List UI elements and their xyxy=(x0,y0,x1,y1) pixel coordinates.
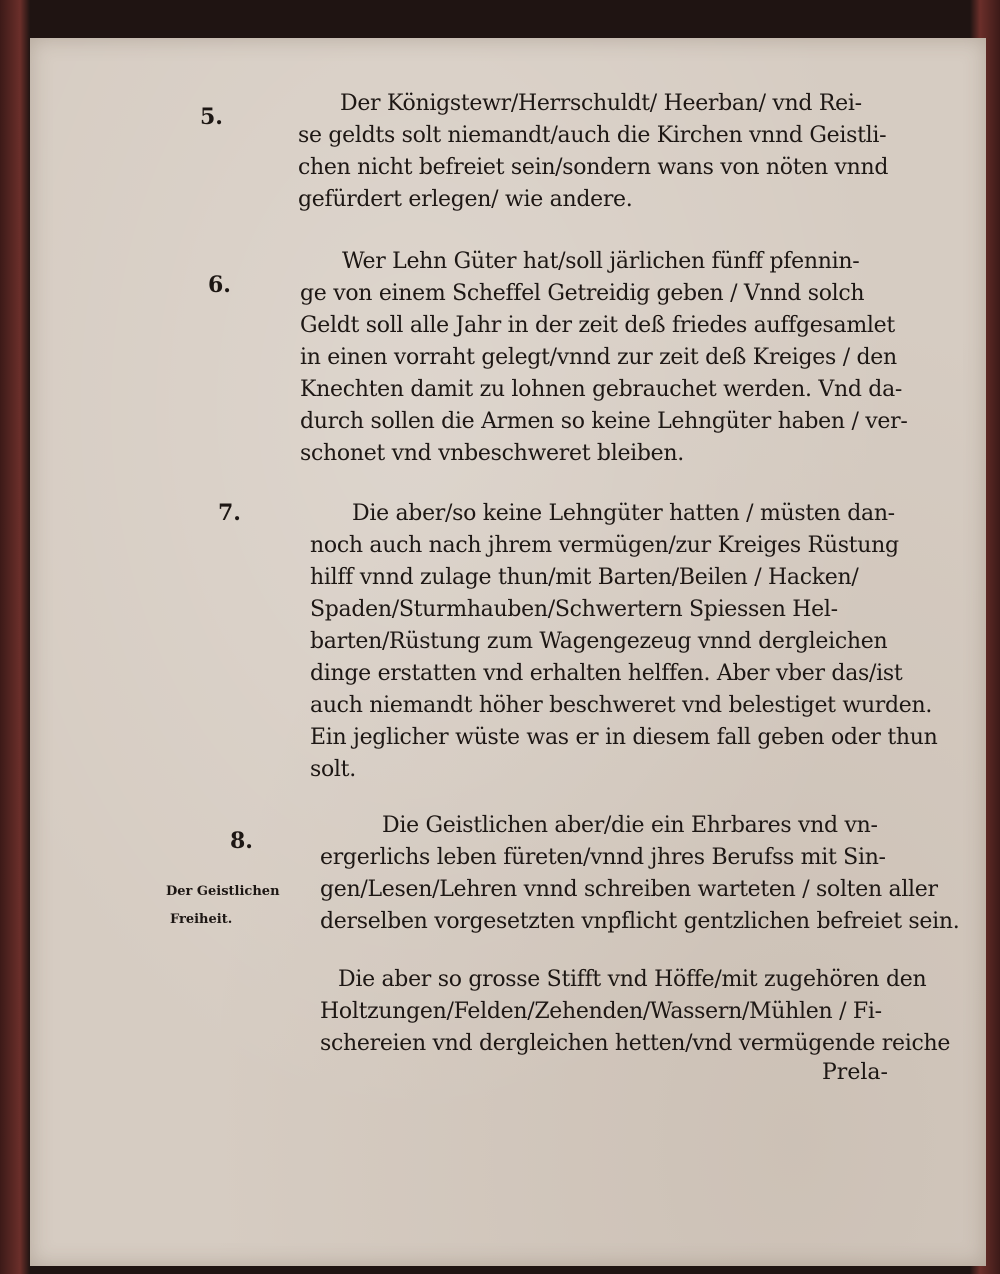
text-line: Ein jeglicher wüste was er in diesem fall geben oder thun xyxy=(310,725,938,750)
text-line: dinge erstatten vnd erhalten helffen. Aber vber das/ist xyxy=(310,661,903,686)
text-line: Holtzungen/Felden/Zehenden/Wassern/Mühlen / Fi- xyxy=(320,999,882,1024)
text-line: Wer Lehn Güter hat/soll järlichen fünff pfennin- xyxy=(342,249,860,274)
paragraph-number: 7. xyxy=(218,500,241,526)
catchword: Prela- xyxy=(822,1060,888,1085)
document-page xyxy=(30,38,986,1266)
text-line: derselben vorgesetzten vnpflicht gentzlichen befreiet sein. xyxy=(320,909,960,934)
text-line: barten/Rüstung zum Wagengezeug vnnd dergleichen xyxy=(310,629,888,654)
margin-note-line: Der Geistlichen xyxy=(166,884,280,899)
text-line: Der Königstewr/Herrschuldt/ Heerban/ vnd Rei- xyxy=(340,91,862,116)
text-line: solt. xyxy=(310,757,356,782)
paragraph-number: 6. xyxy=(208,272,231,298)
text-line: auch niemandt höher beschweret vnd belestiget wurden. xyxy=(310,693,933,718)
text-line: Die aber/so keine Lehngüter hatten / müsten dan- xyxy=(352,501,895,526)
text-line: se geldts solt niemandt/auch die Kirchen vnnd Geistli- xyxy=(298,123,887,148)
text-line: hilff vnnd zulage thun/mit Barten/Beilen / Hacken/ xyxy=(310,565,859,590)
margin-note-line: Freiheit. xyxy=(170,912,233,927)
text-line: chen nicht befreiet sein/sondern wans von nöten vnnd xyxy=(298,155,889,180)
text-line: schereien vnd dergleichen hetten/vnd vermügende reiche xyxy=(320,1031,951,1056)
text-line: Knechten damit zu lohnen gebrauchet werden. Vnd da- xyxy=(300,377,903,402)
text-line: gen/Lesen/Lehren vnnd schreiben warteten / solten aller xyxy=(320,877,938,902)
text-line: Die Geistlichen aber/die ein Ehrbares vnd vn- xyxy=(382,813,878,838)
text-line: schonet vnd vnbeschweret bleiben. xyxy=(300,441,684,466)
text-line: Geldt soll alle Jahr in der zeit deß friedes auffgesamlet xyxy=(300,313,895,338)
text-line: Die aber so grosse Stifft vnd Höffe/mit zugehören den xyxy=(338,967,927,992)
text-line: in einen vorraht gelegt/vnnd zur zeit deß Kreiges / den xyxy=(300,345,897,370)
text-line: noch auch nach jhrem vermügen/zur Kreiges Rüstung xyxy=(310,533,899,558)
paragraph-number: 8. xyxy=(230,828,253,854)
paragraph-number: 5. xyxy=(200,104,223,130)
text-line: ge von einem Scheffel Getreidig geben / Vnnd solch xyxy=(300,281,865,306)
text-line: gefürdert erlegen/ wie andere. xyxy=(298,187,633,212)
text-line: durch sollen die Armen so keine Lehngüter haben / ver- xyxy=(300,409,908,434)
text-line: Spaden/Sturmhauben/Schwertern Spiessen Hel- xyxy=(310,597,838,622)
text-line: ergerlichs leben füreten/vnnd jhres Berufss mit Sin- xyxy=(320,845,886,870)
